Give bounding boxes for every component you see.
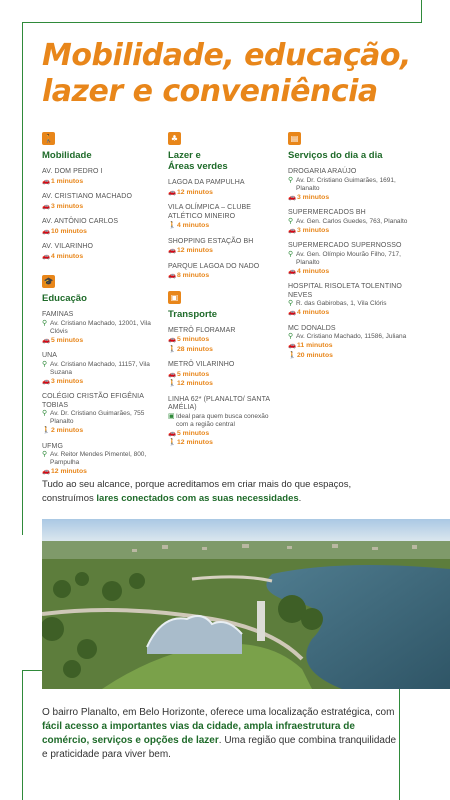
list-item: AV. VILARINHO 🚗4 minutos [42,243,94,260]
walking-icon: 🚶 [168,344,177,353]
location-pin-icon: ⚲ [288,300,294,307]
neighborhood-paragraph: O bairro Planalto, em Belo Horizonte, oferece uma localização estratégica, com fácil acesso a importantes vias da cidade, ampla infraestrutura de comércio, serviços e opções de lazer. Uma região que combina tranquilidade e praticidade para viver bem. [42,707,397,760]
section-title-servicos: Serviços do dia a dia [288,150,383,161]
list-item: VILA OLÍMPICA – CLUBE ATLÉTICO MINEIRO 🚶4 minutos [168,204,252,229]
section-title-educacao: Educação [42,293,87,304]
car-icon: 🚗 [168,271,177,279]
location-pin-icon: ⚲ [288,250,294,258]
walking-person-icon: 🚶 [43,134,54,143]
location-pin-icon: ⚲ [288,217,294,225]
car-icon: 🚗 [168,428,177,437]
car-icon: 🚗 [42,176,51,185]
shopping-bag-icon: ▤ [288,132,301,145]
car-icon: 🚗 [168,187,177,196]
list-item: UNA ⚲ Av. Cristiano Machado, 11157, Vila Suzana 🚗3 minutos [42,352,150,385]
column-middle [168,132,280,455]
location-pin-icon: ⚲ [42,319,48,327]
bus-icon: ▣ [168,291,181,304]
list-item: SUPERMERCADO SUPERNOSSO ⚲ Av. Gen. Olímpio Mourão Filho, 717, Planalto 🚗4 minutos [288,242,402,275]
walking-icon: 🚶 [168,221,177,229]
list-item: SHOPPING ESTAÇÃO BH 🚗12 minutos [168,237,254,254]
list-item: HOSPITAL RISOLETA TOLENTINO NEVES ⚲ R. das Gabirobas, 1, Vila Clóris 🚗4 minutos [288,283,402,316]
location-pin-icon: ⚲ [288,333,294,340]
list-item: AV. DOM PEDRO I 🚗1 minutos [42,168,103,185]
car-icon: 🚗 [288,266,297,275]
column-right [288,132,418,367]
car-icon: 🚗 [42,335,51,344]
location-pin-icon: ⚲ [288,176,294,184]
car-icon: 🚗 [42,201,51,210]
column-left [42,132,160,484]
list-item: AV. CRISTIANO MACHADO 🚗3 minutos [42,193,133,210]
list-item: UFMG ⚲ Av. Reitor Mendes Pimentel, 800, Pampulha 🚗12 minutos [42,442,147,475]
section-title-mobilidade: Mobilidade [42,150,92,161]
car-icon: 🚗 [42,251,51,260]
walking-icon: 🚶 [168,379,177,387]
list-item: FAMINAS ⚲ Av. Cristiano Machado, 12001, Vila Clóvis 🚗5 minutos [42,311,151,344]
car-icon: 🚗 [42,376,51,385]
car-icon: 🚗 [42,467,51,475]
bus-icon: ▣ [168,412,175,420]
pampulha-church-aerial-image [42,519,450,689]
tree-icon: ♣ [168,132,181,145]
car-icon: 🚗 [288,308,297,316]
car-icon: 🚗 [42,226,51,235]
frame-line-right [421,0,422,23]
walking-icon: 🚶 [42,426,51,434]
section-title-lazer: Lazer e Áreas verdes [168,150,228,172]
location-pin-icon: ⚲ [42,360,48,368]
car-icon: 🚗 [288,192,297,201]
list-item: COLÉGIO CRISTÃO EFIGÊNIA TOBIAS ⚲ Av. Dr. Cristiano Guimarães, 755 Planalto 🚶2 minutos [42,393,145,434]
list-item: LINHA 62* (PLANALTO/ SANTA AMÉLIA) ▣ Ideal para quem busca conexão com a região central 🚗5 minutos 🚶12 minutos [168,395,270,446]
frame-line-bottom-left [22,670,23,800]
walking-icon: 🚶 [288,350,297,359]
car-icon: 🚗 [288,225,297,234]
list-item: DROGARIA ARAÚJO ⚲ Av. Dr. Cristiano Guimarães, 1691, Planalto 🚗3 minutos [288,168,396,201]
list-item: PARQUE LAGOA DO NADO 🚗8 minutos [168,262,260,279]
location-pin-icon: ⚲ [42,410,48,417]
list-item: METRÔ VILARINHO 🚗5 minutos 🚶12 minutos [168,361,235,387]
list-item: SUPERMERCADOS BH ⚲ Av. Gen. Carlos Guedes, 763, Planalto 🚗3 minutos [288,209,408,234]
frame-line-top [22,22,422,23]
page-title: Mobilidade, educação, lazer e conveniência [42,38,411,109]
walking-icon: 🚶 [168,438,177,446]
frame-line-left [22,22,23,535]
list-item: AV. ANTÔNIO CARLOS 🚗10 minutos [42,218,119,235]
list-item: METRÔ FLORAMAR 🚗5 minutos 🚶28 minutos [168,326,236,353]
car-icon: 🚗 [168,246,177,254]
list-item: LAGOA DA PAMPULHA 🚗12 minutos [168,179,245,196]
location-pin-icon: ⚲ [42,451,48,458]
section-title-transporte: Transporte [168,308,218,320]
car-icon: 🚗 [288,341,297,349]
list-item: MC DONALDS ⚲ Av. Cristiano Machado, 11586, Juliana 🚗11 minutos 🚶20 minutos [288,324,407,359]
car-icon: 🚗 [168,335,177,343]
aerial-photo-drawing [42,519,450,689]
graduation-cap-icon: 🎓 [43,277,54,286]
car-icon: 🚗 [168,369,177,378]
intro-paragraph: Tudo ao seu alcance, porque acreditamos em criar mais do que espaços, construímos lares conectados com as suas necessidades. [42,479,352,504]
